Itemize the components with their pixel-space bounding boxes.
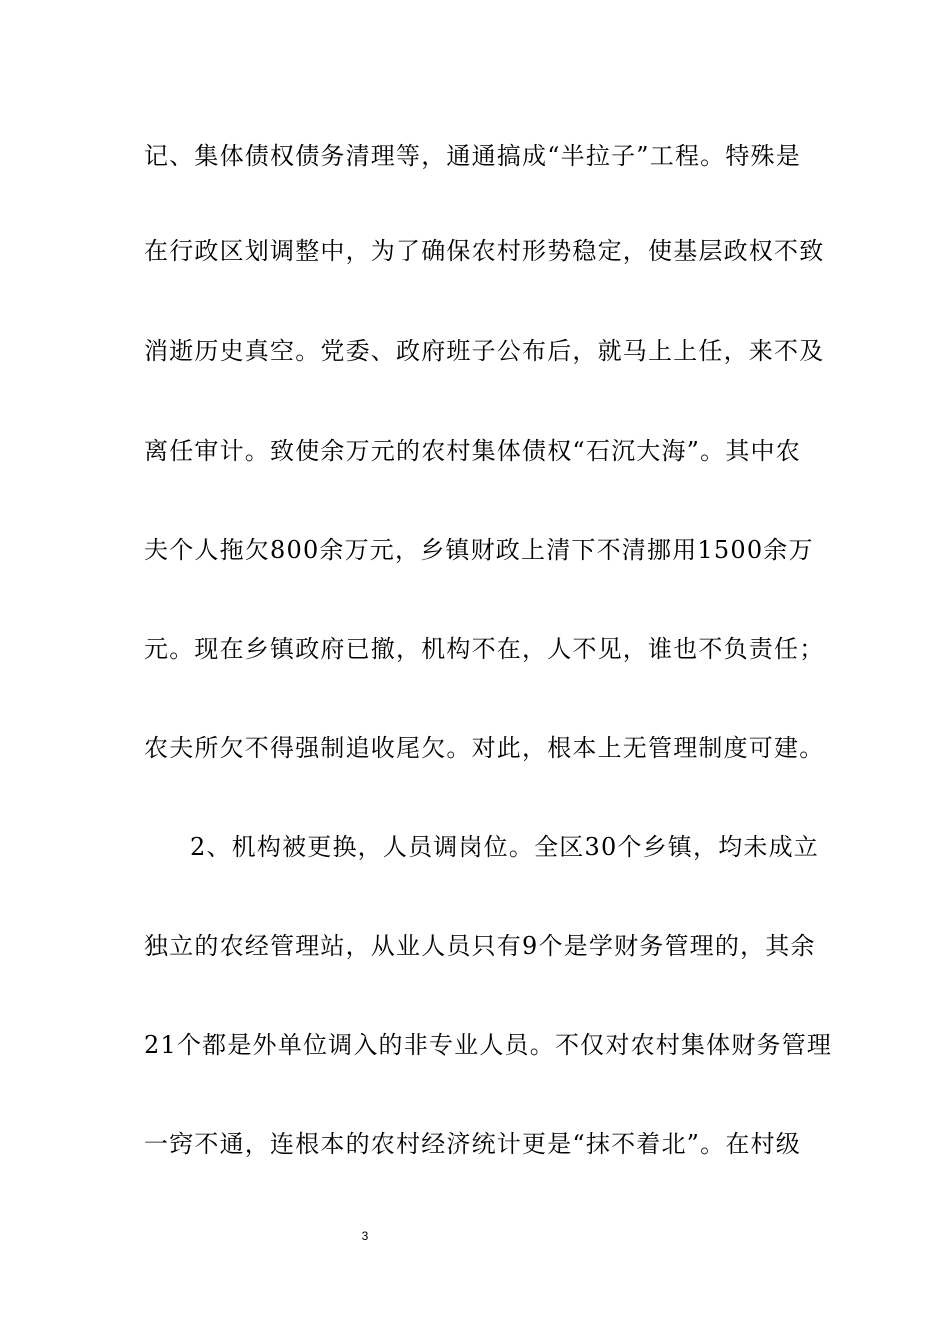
paragraph-line-11: 一窍不通，连根本的农村经济统计更是“抹不着北”。在村级: [144, 1130, 801, 1158]
paragraph-line-2: 在行政区划调整中，为了确保农村形势稳定，使基层政权不致: [144, 237, 825, 265]
paragraph-line-10: 21个都是外单位调入的非专业人员。不仅对农村集体财务管理: [144, 1031, 833, 1059]
paragraph-line-8: 2、机构被更换，人员调岗位。全区30个乡镇，均未成立: [190, 833, 820, 861]
paragraph-line-6: 元。现在乡镇政府已撤，机构不在，人不见，谁也不负责任；: [144, 635, 825, 663]
paragraph-line-1: 记、集体债权债务清理等，通通搞成“半拉子”工程。特殊是: [144, 142, 801, 170]
page-number: 3: [361, 1229, 369, 1243]
paragraph-line-4: 离任审计。致使余万元的农村集体债权“石沉大海”。其中农: [144, 437, 801, 465]
paragraph-line-3: 消逝历史真空。党委、政府班子公布后，就马上上任，来不及: [144, 337, 825, 365]
paragraph-line-9: 独立的农经管理站，从业人员只有9个是学财务管理的，其余: [144, 932, 816, 960]
paragraph-line-7: 农夫所欠不得强制追收尾欠。对此，根本上无管理制度可建。: [144, 734, 825, 762]
paragraph-line-5: 夫个人拖欠800余万元，乡镇财政上清下不清挪用1500余万: [144, 536, 814, 564]
